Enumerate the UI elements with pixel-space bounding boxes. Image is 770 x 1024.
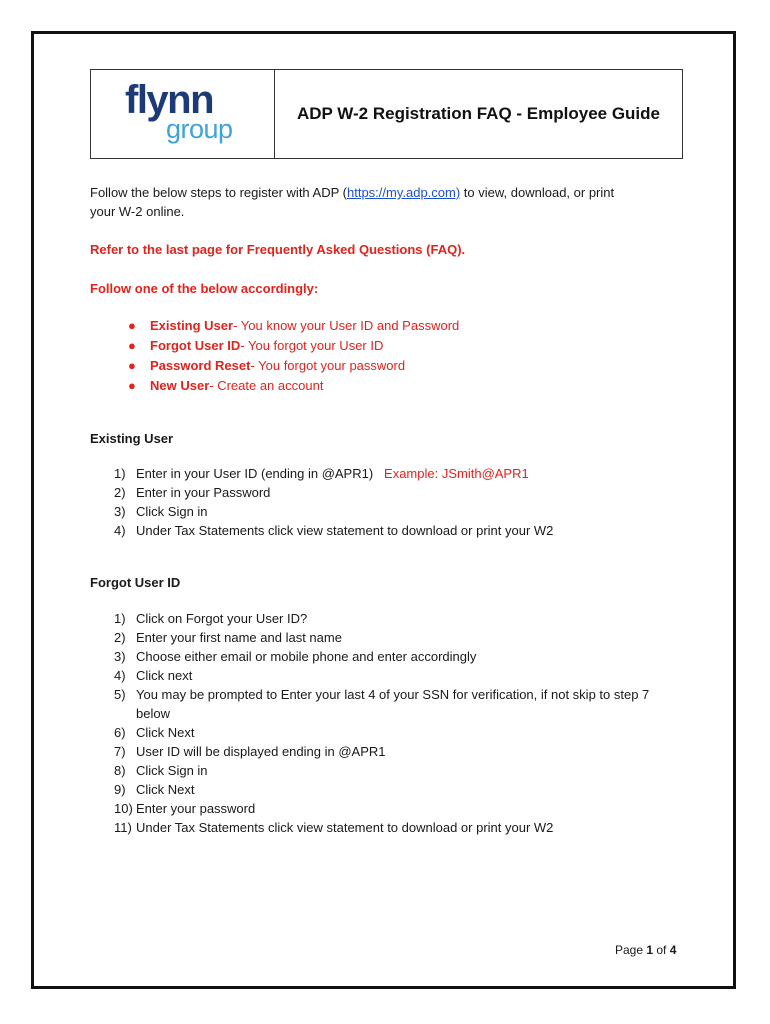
step-text: Click next [136,668,193,683]
total-pages: 4 [669,943,677,957]
step-number: 3) [114,504,126,519]
list-item [114,628,684,647]
list-item [114,483,553,502]
option-desc: - You forgot your User ID [240,338,384,353]
step-number: 2) [114,485,126,500]
logo-group-text: group [166,114,233,144]
options-list [128,316,459,396]
step-text: Click Next [136,725,195,740]
page-number [615,943,676,957]
step-text: Click on Forgot your User ID? [136,611,308,626]
option-title: Existing User [150,318,234,333]
page-label: Page [615,943,647,957]
step-number: 10) [114,801,133,816]
bullet-icon: ● [128,338,136,353]
bullet-icon: ● [128,358,136,373]
intro-paragraph [90,183,690,221]
step-number: 7) [114,744,126,759]
list-item [128,336,459,356]
list-item [114,464,553,483]
step-text: Click Next [136,782,195,797]
forgot-user-id-steps [114,609,684,837]
forgot-user-id-heading: Forgot User ID [90,575,181,590]
step-number: 4) [114,668,126,683]
step-text: Enter in your Password [136,485,271,500]
option-desc: - You know your User ID and Password [233,318,460,333]
existing-user-heading: Existing User [90,431,174,446]
title-cell [275,70,682,158]
current-page: 1 [646,943,654,957]
step-number: 3) [114,649,126,664]
list-item [128,376,459,396]
intro-text: Follow the below steps to register with ADP ( [90,185,347,200]
list-item [114,609,684,628]
step-text: Click Sign in [136,763,208,778]
logo [91,70,275,158]
document-title: ADP W-2 Registration FAQ - Employee Guide [296,104,660,123]
list-item [114,647,684,666]
list-item [114,818,684,837]
list-item [114,521,553,540]
step-number: 9) [114,782,126,797]
option-desc: - Create an account [209,378,324,393]
step-text: Under Tax Statements click view statement to download or print your W2 [136,820,554,835]
header-table [90,69,683,159]
list-item [128,356,459,376]
step-text: You may be prompted to Enter your last 4 of your SSN for verification, if not skip to step 7 below [136,687,650,721]
existing-user-steps [114,464,553,540]
step-number: 5) [114,687,126,702]
option-title: Forgot User ID [150,338,241,353]
intro-text-after: to view, download, or print [460,185,615,200]
faq-notice: Refer to the last page for Frequently Asked Questions (FAQ). [90,242,466,257]
bullet-icon: ● [128,318,136,333]
step-text: Enter your first name and last name [136,630,342,645]
page-of: of [653,943,670,957]
adp-link[interactable]: https://my.adp.com) [347,185,461,200]
step-number: 4) [114,523,126,538]
list-item [114,799,684,818]
option-desc: - You forgot your password [250,358,406,373]
intro-line-2: your W-2 online. [90,204,185,219]
list-item [128,316,459,336]
step-text: Enter in your User ID (ending in @APR1) [136,466,374,481]
step-number: 1) [114,611,126,626]
option-title: Password Reset [150,358,251,373]
step-number: 1) [114,466,126,481]
list-item [114,742,684,761]
step-text: Choose either email or mobile phone and enter accordingly [136,649,477,664]
example-text: Example: JSmith@APR1 [384,466,529,481]
step-text: Under Tax Statements click view statement to download or print your W2 [136,523,554,538]
list-item [114,723,684,742]
list-item [114,502,553,521]
option-title: New User [150,378,210,393]
list-item [114,780,684,799]
bullet-icon: ● [128,378,136,393]
step-text: Click Sign in [136,504,208,519]
step-text: Enter your password [136,801,256,816]
step-number: 2) [114,630,126,645]
step-number: 11) [114,820,132,835]
list-item [114,666,684,685]
follow-instruction: Follow one of the below accordingly: [90,281,319,296]
list-item [114,685,684,723]
logo-flynn-text: flynn [125,78,214,122]
step-number: 8) [114,763,126,778]
list-item [114,761,684,780]
step-number: 6) [114,725,126,740]
step-text: User ID will be displayed ending in @APR1 [136,744,386,759]
